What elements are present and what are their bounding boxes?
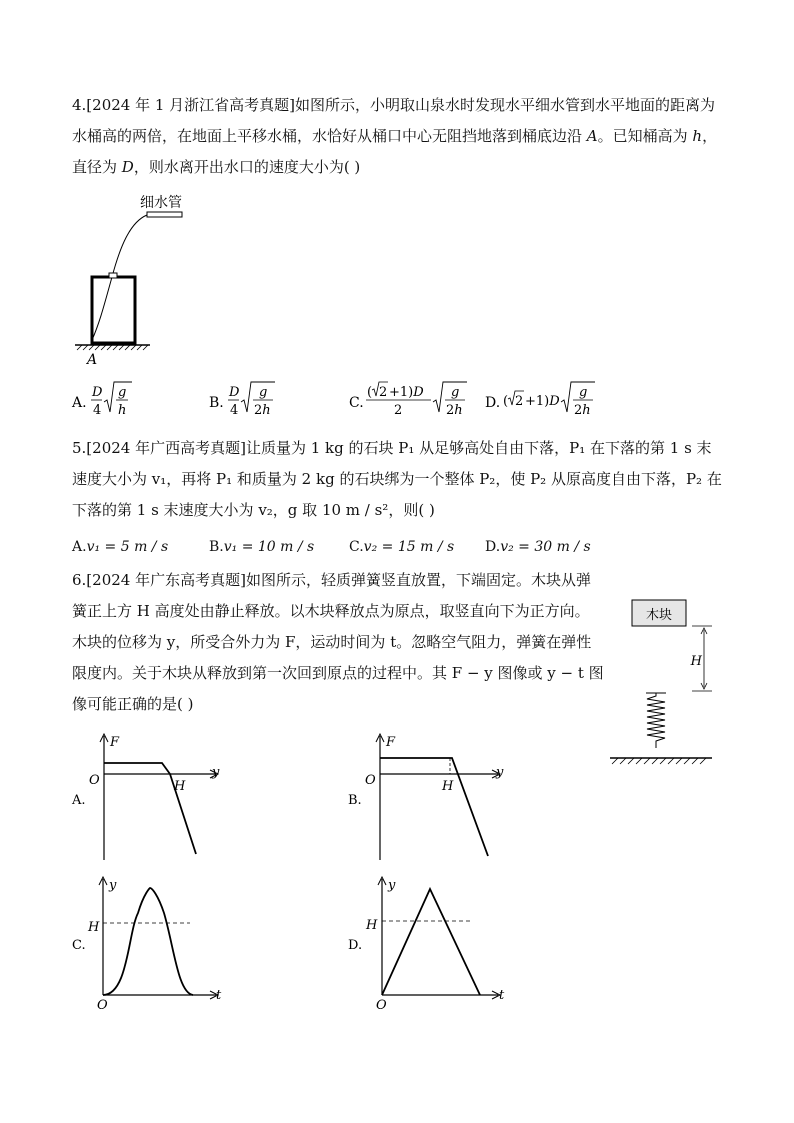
water-pipe: [147, 212, 182, 217]
svg-text:4: 4: [93, 403, 102, 418]
spring-figure: [606, 598, 716, 768]
svg-text:A.: A.: [72, 793, 86, 808]
bucket-figure: [70, 192, 210, 367]
svg-text:y: y: [212, 765, 220, 780]
q6-stem: 6.[2024 年广东高考真题]如图所示，轻质弹簧竖直放置，下端固定。木块从弹簧正上方 H 高度处由静止释放。以木块释放点为原点，取竖直向下为正方向。木块的位移为 y，所受合外力为 F，运动时间为 t。忽略空气阻力，弹簧在弹性限度内。关于木块从释放到第一次回到原点的过程中。其 F − y 图像或 y − t 图像可能正确的是( ): [72, 571, 604, 713]
svg-text:y: y: [496, 765, 504, 780]
svg-text:t: t: [499, 988, 505, 1003]
svg-text:t: t: [216, 988, 222, 1003]
svg-text:H: H: [366, 918, 378, 933]
svg-text:g: g: [579, 385, 588, 400]
svg-text:H: H: [88, 920, 100, 935]
point-a-label: A: [87, 352, 98, 368]
svg-text:D.: D.: [348, 938, 363, 953]
svg-text:O: O: [376, 998, 387, 1013]
svg-text:A.: A.: [72, 395, 87, 411]
block-label: 木块: [645, 608, 673, 623]
svg-text:2: 2: [394, 403, 403, 418]
svg-text:O: O: [365, 773, 376, 788]
graph-d: [346, 873, 516, 1013]
q4-stem: 4.[2024 年 1 月浙江省高考真题]如图所示，小明取山泉水时发现水平细水管到水平地面的距离为水桶高的两倍，在地面上平移水桶，水恰好从桶口中心无阻挡地落到桶底边沿 A。已知桶高为 h，直径为 D，则水离开出水口的速度大小为( ): [72, 96, 718, 176]
q5-stem: 5.[2024 年广西高考真题]让质量为 1 kg 的石块 P₁ 从足够高处自由下落，P₁ 在下落的第 1 s 末速度大小为 v₁，再将 P₁ 和质量为 2 kg 的石块绑为一个整体 P₂，使 P₂ 从原高度自由下落，P₂ 在下落的第 1 s 末速度大小为 v₂，g 取 10 m / s²，则( ): [72, 439, 722, 519]
svg-text:h: h: [118, 403, 127, 418]
svg-text:(: (: [503, 394, 509, 409]
bucket: [92, 277, 135, 343]
svg-text:D: D: [92, 385, 103, 400]
svg-text:O: O: [97, 998, 108, 1013]
svg-text:+1)D: +1)D: [525, 394, 560, 409]
q5-option-c: C.v₂ = 15 m / s: [349, 539, 455, 555]
graph-c-curve: [103, 888, 193, 995]
bucket-mouth: [109, 273, 117, 278]
svg-text:g: g: [259, 385, 268, 400]
svg-text:B.: B.: [209, 395, 224, 411]
q4-option-d: [485, 380, 605, 420]
svg-text:F: F: [110, 735, 120, 750]
svg-text:D.: D.: [485, 395, 501, 411]
svg-text:H: H: [174, 779, 186, 794]
svg-text:C.: C.: [72, 938, 86, 953]
q4-option-a: [72, 380, 152, 420]
pipe-label: 细水管: [140, 195, 182, 211]
q5-option-b: B.v₁ = 10 m / s: [209, 539, 315, 555]
svg-text:y: y: [109, 878, 117, 893]
svg-text:F: F: [386, 735, 396, 750]
q5-option-a: A.v₁ = 5 m / s: [72, 539, 169, 555]
svg-text:2h: 2h: [446, 403, 463, 418]
graph-b: [346, 730, 516, 865]
graph-b-curve: [380, 758, 488, 856]
svg-text:4: 4: [230, 403, 239, 418]
svg-text:2: 2: [379, 385, 388, 400]
svg-text:+1)D: +1)D: [389, 385, 424, 400]
q4-option-b: [209, 380, 299, 420]
svg-text:(: (: [367, 385, 373, 400]
svg-text:H: H: [442, 779, 454, 794]
svg-text:g: g: [451, 385, 460, 400]
graph-a: [70, 730, 230, 865]
q5-option-d: D.v₂ = 30 m / s: [485, 539, 591, 555]
graph-a-curve: [104, 763, 196, 854]
height-label: H: [690, 654, 702, 669]
svg-text:C.: C.: [349, 395, 364, 411]
graph-d-curve: [382, 889, 480, 995]
svg-text:B.: B.: [348, 793, 362, 808]
svg-text:2: 2: [515, 394, 524, 409]
svg-text:2h: 2h: [574, 403, 591, 418]
graph-c: [70, 873, 230, 1013]
svg-text:2h: 2h: [254, 403, 271, 418]
svg-text:y: y: [388, 878, 396, 893]
svg-text:g: g: [118, 385, 127, 400]
q4-option-c: [349, 380, 479, 420]
spring: [647, 693, 665, 748]
svg-text:D: D: [229, 385, 240, 400]
svg-text:O: O: [89, 773, 100, 788]
